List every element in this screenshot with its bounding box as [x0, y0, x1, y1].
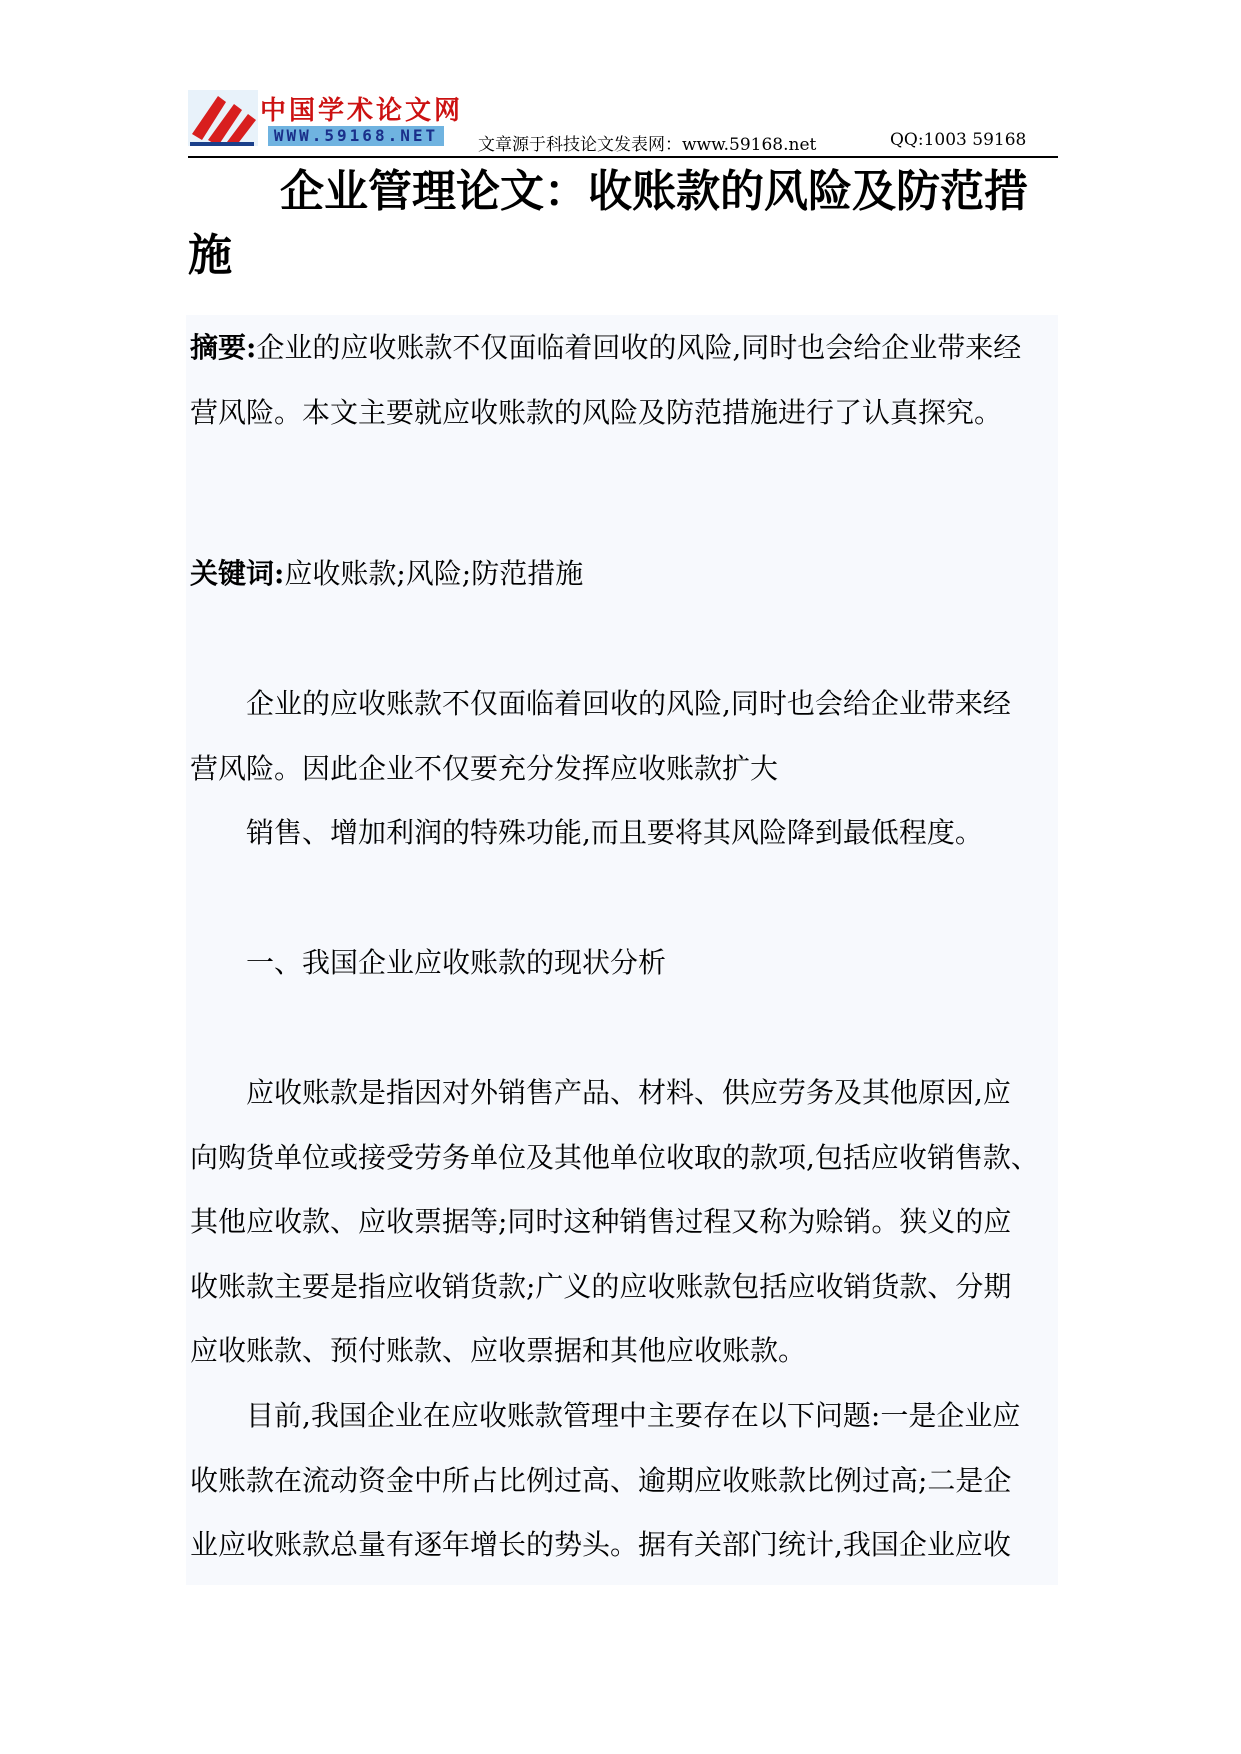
section-heading: 一、我国企业应收账款的现状分析: [246, 946, 667, 979]
para1-line-3: 其他应收款、应收票据等;同时这种销售过程又称为赊销。狭义的应: [190, 1205, 1012, 1238]
para1-line-1: 应收账款是指因对外销售产品、材料、供应劳务及其他原因,应: [246, 1076, 1011, 1109]
intro-line-2: 营风险。因此企业不仅要充分发挥应收账款扩大: [190, 752, 779, 785]
logo-title: 中国学术论文网: [260, 96, 464, 126]
keywords-line: [190, 554, 583, 594]
header-source-text: 文章源于科技论文发表网：www.59168.net: [478, 135, 817, 155]
para2-line-3: 业应收账款总量有逐年增长的势头。据有关部门统计,我国企业应收: [190, 1528, 1011, 1561]
para1-line-4: 收账款主要是指应收销货款;广义的应收账款包括应收销货款、分期: [190, 1270, 1012, 1303]
abstract-line-1: [190, 328, 1021, 368]
keywords-label: 关键词:: [190, 557, 285, 590]
keywords-text: 应收账款;风险;防范措施: [284, 557, 584, 590]
document-title: 企业管理论文：收账款的风险及防范措施: [188, 166, 1028, 281]
intro-line-3: 销售、增加利润的特殊功能,而且要将其风险降到最低程度。: [246, 816, 983, 849]
para1-line-5: 应收账款、预付账款、应收票据和其他应收账款。: [190, 1334, 807, 1367]
para2-line-1: 目前,我国企业在应收账款管理中主要存在以下问题:一是企业应: [246, 1399, 1021, 1432]
site-logo[interactable]: [188, 88, 464, 148]
intro-line-1: 企业的应收账款不仅面临着回收的风险,同时也会给企业带来经: [246, 687, 1011, 720]
para2-line-2: 收账款在流动资金中所占比例过高、逾期应收账款比例过高;二是企: [190, 1464, 1012, 1497]
abstract-label: 摘要:: [190, 331, 257, 364]
para1-line-2: 向购货单位或接受劳务单位及其他单位收取的款项,包括应收销售款、: [190, 1141, 1039, 1174]
logo-emblem-icon: [188, 90, 258, 146]
abstract-line-2: 营风险。本文主要就应收账款的风险及防范措施进行了认真探究。: [190, 396, 1003, 429]
page-header: [188, 88, 1058, 158]
header-divider: [188, 156, 1058, 158]
logo-url: WWW.59168.NET: [268, 126, 444, 146]
header-qq-text: QQ:1003 59168: [890, 130, 1027, 150]
abstract-text-1: 企业的应收账款不仅面临着回收的风险,同时也会给企业带来经: [256, 331, 1022, 364]
